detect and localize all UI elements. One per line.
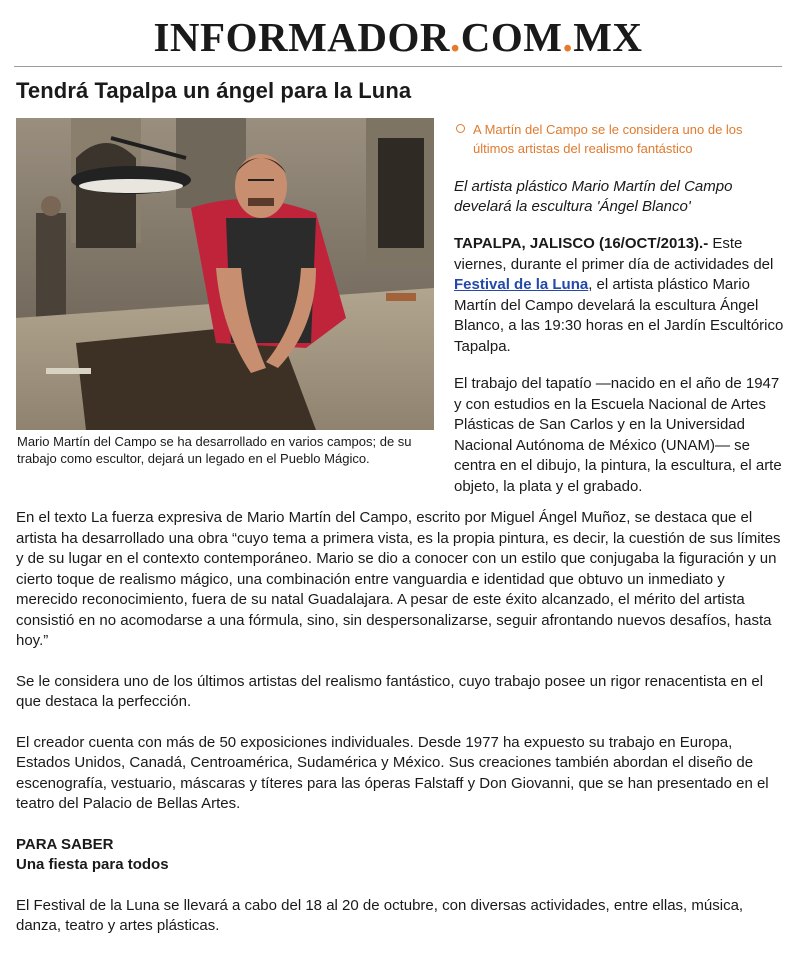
highlight-text: A Martín del Campo se le considera uno de los últimos artistas del realismo fantástico bbox=[473, 122, 743, 156]
right-column bbox=[454, 120, 784, 497]
paragraph-1 bbox=[454, 234, 784, 357]
paragraph-5: El creador cuenta con más de 50 exposiciones individuales. Desde 1977 ha expuesto su trabajo en Europa, Estados Unidos, Canadá, Centroamérica, Sudamérica y México. Sus creaciones también abordan el diseño de escenografía, vestuario, máscaras y títeres para las óperas Falstaff y Don Giovanni, que se han presentado en el teatro del Palacio de Bellas Artes. bbox=[16, 733, 769, 812]
subhead-fiesta: Una fiesta para todos bbox=[16, 856, 169, 873]
site-logo[interactable]: INFORMADOR.COM.MX bbox=[153, 14, 643, 60]
paragraph-4: Se le considera uno de los últimos artistas del realismo fantástico, cuyo trabajo posee un rigor renacentista en el que destaca la perfección. bbox=[16, 672, 764, 710]
paragraph-1-text-b: , el artista plástico Mario Martín del Campo develará la escultura Ángel Blanco, a las 19:30 horas en el Jardín Escultórico Tapalpa. bbox=[454, 276, 784, 355]
festival-link[interactable]: Festival de la Luna bbox=[454, 276, 589, 293]
article-body bbox=[16, 508, 782, 957]
article-headline: Tendrá Tapalpa un ángel para la Luna bbox=[16, 78, 412, 103]
paragraph-6: El Festival de la Luna se llevará a cabo del 18 al 20 de octubre, con diversas actividades, entre ellas, música, danza, teatro y artes plásticas. bbox=[16, 896, 744, 934]
paragraph-1-text-a: Este viernes, durante el primer día de actividades del bbox=[454, 235, 774, 273]
subhead-para-saber: PARA SABER bbox=[16, 835, 114, 853]
circle-bullet-icon bbox=[456, 124, 465, 133]
dateline: TAPALPA, JALISCO (16/OCT/2013).- bbox=[454, 235, 709, 252]
article-photo bbox=[16, 118, 434, 430]
paragraph-2: El trabajo del tapatío —nacido en el año de 1947 y con estudios en la Escuela Nacional de Artes Plásticas de San Carlos y en la Universidad Nacional Autónoma de México (UNAM)— se centra en el dibujo, la pintura, la escultura, el arte objeto, la plata y el grabado. bbox=[454, 375, 782, 495]
header-divider bbox=[14, 66, 782, 67]
paragraph-3: En el texto La fuerza expresiva de Mario Martín del Campo, escrito por Miguel Ángel Muñoz, se destaca que el artista ha desarrollado una obra “cuyo tema a primera vista, es la propia pintura, es decir, la cuestión de sus límites y de su lugar en el contexto contemporáneo. Mario se dio a conocer con un estilo que conjugaba la figuración y un cierto toque de realismo mágico, una combinación entre vanguardia e identidad que obtuvo un inmediato y merecido reconocimiento, fuera de su natal Guadalajara. A pesar de este éxito alcanzado, el mérito del artista consistió en no acomodarse a una fórmula, sino, sin despersonalizarse, seguir afrontando nuevos desafíos, hasta hoy.” bbox=[16, 509, 781, 649]
highlight-quote[interactable] bbox=[454, 120, 784, 158]
masthead bbox=[0, 14, 796, 60]
article-lead: El artista plástico Mario Martín del Campo develará la escultura 'Ángel Blanco' bbox=[454, 178, 733, 215]
photo-caption: Mario Martín del Campo se ha desarrollado en varios campos; de su trabajo como escultor, dejará un legado en el Pueblo Mágico. bbox=[17, 434, 412, 466]
